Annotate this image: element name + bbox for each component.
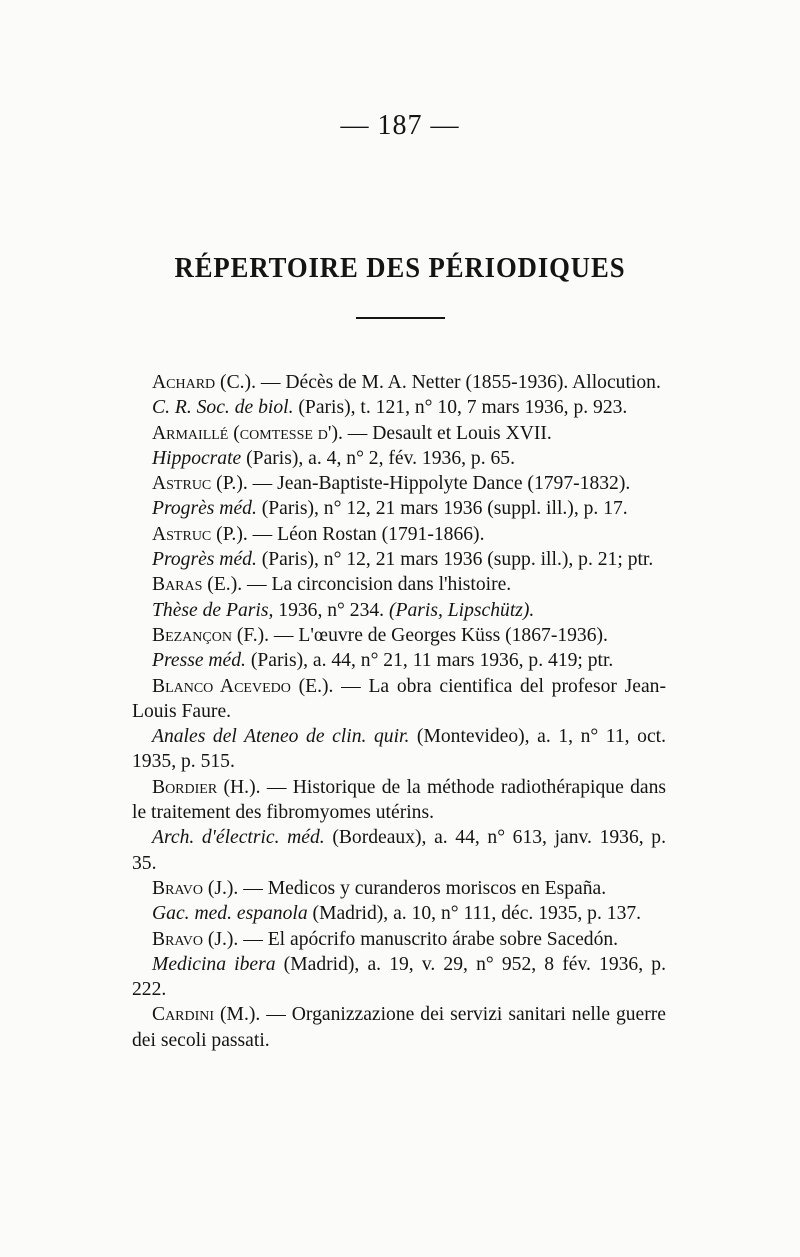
entry-title: — Jean-Baptiste-Hippolyte Dance (1797-1832). (247, 473, 631, 495)
page-title: RÉPERTOIRE DES PÉRIODIQUES (174, 252, 626, 284)
entry-publisher: (Paris, Lipschütz). (388, 599, 535, 621)
entry-title: — Léon Rostan (1791-1866). (247, 523, 485, 545)
entry-source: (Madrid), a. 10, n° 111, déc. 1935, p. 137. (307, 903, 642, 925)
entry-author: Bravo (J.). (152, 877, 239, 899)
entry-journal: Progrès méd. (152, 498, 257, 520)
entry-journal: Presse méd. (152, 650, 246, 672)
entry-source: (Paris), t. 121, n° 10, 7 mars 1936, p. 923. (293, 397, 628, 419)
entry-author: Bravo (J.). (152, 928, 239, 950)
entry-title: — Desault et Louis XVII. (342, 422, 552, 444)
entry-author: Astruc (P.). (152, 473, 248, 495)
entry-title: — L'œuvre de Georges Küss (1867-1936). (269, 624, 608, 646)
entry-source: (Bordeaux), a. 44, n° 613, janv. 1936, p. 35. (132, 827, 666, 874)
entry-author: Baras (E.). (152, 574, 243, 596)
entry-journal: Thèse de Paris, (152, 599, 274, 621)
entry-journal: Gac. med. espanola (152, 903, 308, 925)
bibliography-entry (132, 775, 666, 876)
bibliography-entry (132, 471, 666, 522)
entry-author: Blanco Acevedo (E.). (152, 675, 334, 697)
entry-journal: Anales del Ateneo de clin. quir. (152, 726, 410, 748)
bibliography-entry (132, 623, 666, 674)
entry-journal: Medicina ibera (152, 953, 276, 975)
entry-source: (Montevideo), a. 1, n° 11, oct. 1935, p. 515. (132, 726, 666, 773)
entry-source: 1936, n° 234. (273, 599, 389, 621)
entry-source: (Paris), n° 12, 21 mars 1936 (suppl. ill.), p. 17. (256, 498, 628, 520)
entry-journal: Hippocrate (152, 447, 242, 469)
entry-title: — Historique de la méthode radiothérapique dans le traitement des fibromyomes utérins. (132, 776, 666, 824)
entry-source: (Paris), a. 4, n° 2, fév. 1936, p. 65. (241, 447, 516, 469)
entry-journal: C. R. Soc. de biol. (152, 397, 294, 419)
entry-title: — La obra cientifica del profesor Jean-Louis Faure. (132, 675, 667, 722)
entry-author: Bezançon (F.). (152, 624, 270, 646)
entry-author: Cardini (M.). (152, 1004, 261, 1026)
entry-journal: Progrès méd. (152, 549, 257, 571)
bibliography-entry (132, 370, 666, 421)
bibliography-entry (132, 522, 666, 573)
entry-source: (Madrid), a. 19, v. 29, n° 952, 8 fév. 1936, p. 222. (132, 953, 666, 1001)
bibliography-entry (132, 674, 666, 775)
bibliography-entry (132, 876, 666, 927)
entry-author: Achard (C.). (152, 372, 256, 393)
entry-source: (Paris), a. 44, n° 21, 11 mars 1936, p. 419; ptr. (245, 650, 614, 672)
bibliography-entry (132, 1002, 666, 1053)
entry-author: Bordier (H.). (152, 776, 261, 798)
entry-title: — El apócrifo manuscrito árabe sobre Sacedón. (238, 928, 619, 950)
bibliography-list (132, 370, 666, 1053)
entry-title: — Medicos y curanderos moriscos en España. (238, 877, 607, 899)
entry-title: — Décès de M. A. Netter (1855-1936). Allocution. (255, 372, 661, 393)
entry-title: — Organizzazione dei servizi sanitari nelle guerre dei secoli passati. (132, 1004, 666, 1051)
title-rule (356, 317, 445, 319)
entry-title: — La circoncision dans l'histoire. (242, 574, 512, 596)
bibliography-entry (132, 572, 666, 623)
page-number: — 187 — (340, 110, 460, 141)
entry-source: (Paris), n° 12, 21 mars 1936 (supp. ill.), p. 21; ptr. (256, 549, 654, 571)
bibliography-entry (132, 927, 666, 1003)
entry-author: Astruc (P.). (152, 523, 248, 545)
bibliography-entry (132, 421, 666, 472)
entry-author: Armaillé (comtesse d'). (152, 422, 343, 444)
entry-journal: Arch. d'électric. méd. (152, 827, 325, 849)
